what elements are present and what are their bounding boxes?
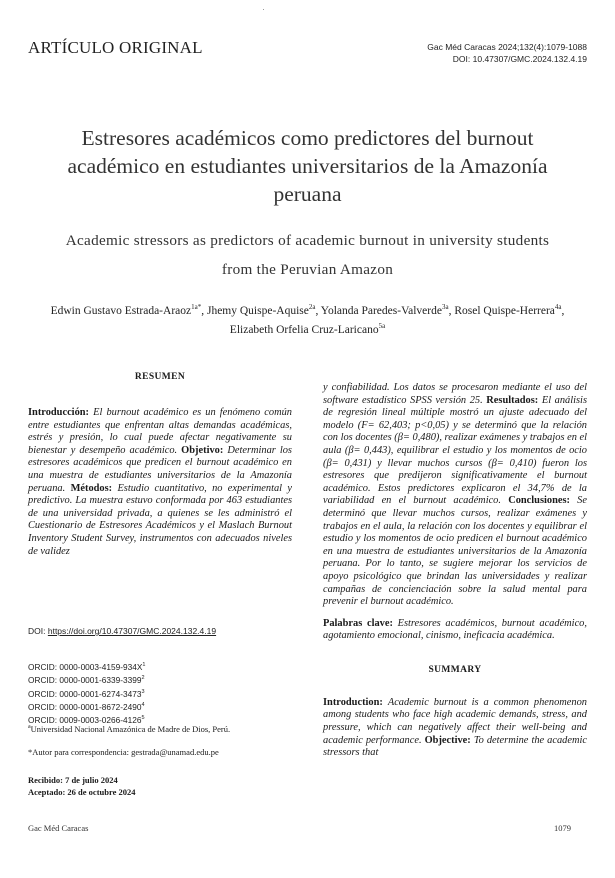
orcid-list <box>28 660 145 726</box>
journal-citation <box>427 41 587 65</box>
journal-reference: Gac Méd Caracas 2024;132(4):1079-1088 <box>427 42 587 52</box>
methods-text: Estudio cuantitativo, no experimental y predictivo. La muestra estuvo conformada por 463 estudiantes de una universidad privada, a quienes se les administró el Cuestionario de Estresores Académicos y el Maslach Burnout Inventory Student Survey, instrumentos con adecuados niveles de validez <box>28 482 292 557</box>
orcid-item <box>28 687 145 700</box>
introduction-label-en: Introduction: <box>323 696 383 708</box>
introduction-label: Introducción: <box>28 407 90 418</box>
results-text: El análisis de regresión lineal múltiple mostró un ajuste adecuado del modelo (F= 62,403; p<0,05) y se determinó que la relación con los docentes (β= 0,480), realizar exámenes y trabajos en el aula (β= 0,443), equilibrar el estudio y los momentos de ocio (β= 0,431) y llevar muchos cursos (β= 0,410) fueron los estresores que predijeron significativamente el burnout académico. Estos predictores explicaron el 34,7% de la variabilidad en el burnout académico. <box>323 394 588 507</box>
orcid-mark: 1 <box>142 662 146 668</box>
methods-label: Métodos: <box>70 482 113 494</box>
doi-link[interactable]: https://doi.org/10.47307/GMC.2024.132.4.19 <box>47 626 217 636</box>
page-number: 1079 <box>554 823 571 833</box>
orcid-item <box>28 700 145 713</box>
orcid-mark: 3 <box>141 688 145 695</box>
objective-label: Objetivo: <box>181 444 224 456</box>
accepted-date: Aceptado: 26 de octubre 2024 <box>28 787 136 797</box>
author-affiliation-mark: 2a <box>308 303 316 311</box>
objective-text-en: To determine the academic stressors that <box>323 734 587 759</box>
scan-speck <box>263 9 264 10</box>
correspondence <box>28 747 219 757</box>
resumen-column <box>28 372 292 558</box>
results-label: Resultados: <box>486 394 539 406</box>
footer-journal: Gac Méd Caracas <box>28 823 89 833</box>
author-name: Edwin Gustavo Estrada-Araoz <box>50 304 192 317</box>
introduction-text-en: Academic burnout is a common phenomenon among students who face high academic demands, stress, and pressure, which can negatively affect their well-being and academic performance. <box>323 696 587 746</box>
resumen-continued-column <box>323 382 587 760</box>
methods-text-continued: y confiabilidad. Los datos se procesaron mediante el uso del software estadístico SPSS versión 25. <box>323 382 587 406</box>
received-date: Recibido: 7 de julio 2024 <box>28 775 118 785</box>
orcid-id: ORCID: 0000-0001-6274-3473 <box>28 688 142 699</box>
keywords-paragraph <box>323 618 587 643</box>
doi-reference: DOI: 10.47307/GMC.2024.132.4.19 <box>452 54 587 64</box>
summary-heading: SUMMARY <box>428 664 482 675</box>
orcid-id: ORCID: 0000-0001-8672-2490 <box>28 701 142 712</box>
english-title <box>20 226 595 284</box>
conclusions-text: Se determinó que llevar muchos cursos, realizar exámenes y trabajos en el aula, la relación con los docentes y equilibrar el estudio y los momentos de ocio predicen el burnout académico en una muestra de estudiantes universitarios de la Amazonía peruana. Por lo tanto, se sugiere mejorar los servicios de apoyo psicológico que brindan las universidades y realizar campañas de concienciación sobre la salud mental para prevenir el burnout académico. <box>323 495 587 608</box>
affiliation-mark: a <box>28 724 31 731</box>
orcid-mark: 4 <box>141 701 145 708</box>
author-affiliation-mark: 1a* <box>191 303 202 311</box>
keywords-label: Palabras clave: <box>323 617 393 629</box>
resumen-continued-paragraph <box>323 382 587 609</box>
spanish-title-line: peruana <box>273 182 342 206</box>
doi-label: DOI: <box>28 626 46 636</box>
resumen-paragraph <box>28 407 292 558</box>
author-affiliation-mark: 3a <box>441 303 449 311</box>
resumen-heading: RESUMEN <box>134 372 186 382</box>
orcid-mark: 2 <box>141 675 145 682</box>
submission-dates <box>28 774 136 798</box>
author-list: Edwin Gustavo Estrada-Araoz$^{1a*}$, Jhemy Quispe-Aquise$^{2a}$, Yolanda Paredes-Valverde$^{3a}$, Rosel Quispe-Herrera$^{4a}$, Elizabeth Orfelia Cruz-Laricano$^{5a}$ <box>50 303 565 336</box>
affiliation <box>28 724 230 734</box>
english-title-line: Academic stressors as predictors of academic burnout in university students <box>65 232 550 249</box>
orcid-mark: 5 <box>141 715 145 722</box>
english-title-line: from the Peruvian Amazon <box>221 261 394 278</box>
spanish-title-line: académico en estudiantes universitarios de la Amazonía <box>67 154 548 178</box>
objective-text: Determinar los estresores académicos que predicen el burnout académico en una muestra de estudiantes universitarios de la Amazonía peruana. <box>28 444 292 494</box>
summary-paragraph <box>323 697 587 760</box>
author-affiliation-mark: 4a <box>554 303 562 311</box>
doi-line <box>28 626 216 636</box>
correspondence-mark: * <box>28 747 33 757</box>
orcid-item <box>28 660 145 673</box>
author-name: Elizabeth Orfelia Cruz-Laricano <box>229 323 379 336</box>
introduction-text: El burnout académico es un fenómeno común entre estudiantes que enfrentan altas demandas académicas, estrés y presión, lo cual puede afectar negativamente su bienestar y desempeño académico. <box>28 407 292 456</box>
objective-label-en: Objective: <box>424 734 471 746</box>
author-affiliation-mark: 5a <box>378 321 386 330</box>
author-name: Jhemy Quispe-Aquise <box>206 304 309 317</box>
keywords-text: Estresores académicos, burnout académico, agotamiento emocional, cinismo, ineficacia académica. <box>323 617 587 642</box>
author-name: Rosel Quispe-Herrera <box>454 304 555 317</box>
article-type-label: ARTÍCULO ORIGINAL <box>28 38 203 57</box>
orcid-item <box>28 673 145 686</box>
affiliation-text: Universidad Nacional Amazónica de Madre de Dios, Perú. <box>30 724 231 734</box>
author-name: Yolanda Paredes-Valverde <box>320 304 442 317</box>
spanish-title <box>40 124 575 208</box>
spanish-title-line: Estresores académicos como predictores del burnout <box>81 126 534 150</box>
correspondence-text: Autor para correspondencia: gestrada@unamad.edu.pe <box>32 747 219 757</box>
conclusions-label: Conclusiones: <box>508 495 570 507</box>
orcid-id: ORCID: 0009-0003-0266-4126 <box>28 714 142 725</box>
orcid-id: ORCID: 0000-0003-4159-934X <box>28 661 143 672</box>
orcid-id: ORCID: 0000-0001-6339-3399 <box>28 675 142 686</box>
